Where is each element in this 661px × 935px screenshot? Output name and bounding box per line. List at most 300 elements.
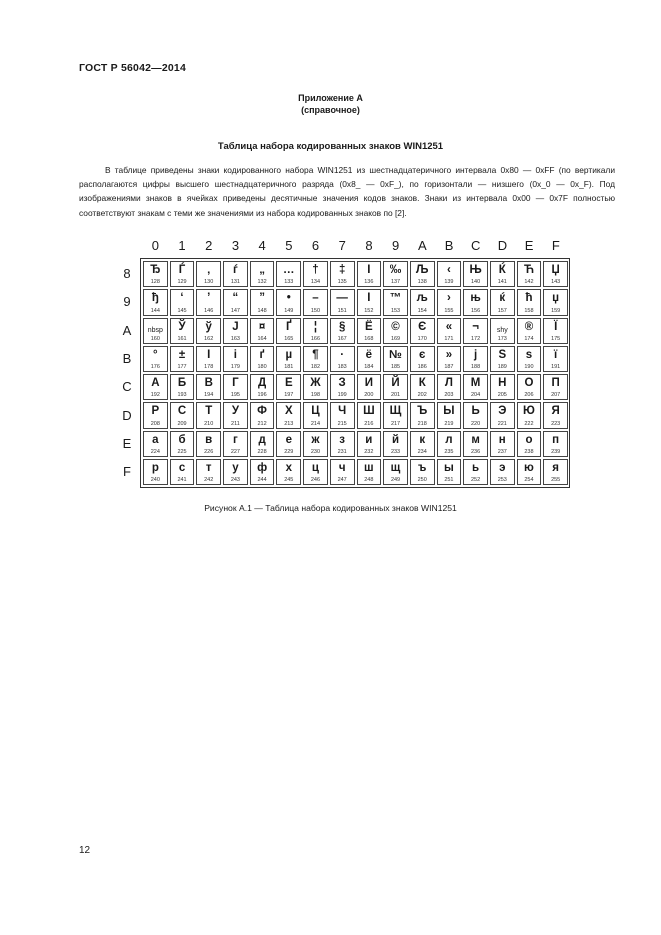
char-cell: [517, 374, 542, 400]
char-glyph: д: [258, 433, 266, 446]
char-glyph: М: [470, 377, 481, 390]
char-glyph: ©: [391, 320, 400, 333]
char-cell: [437, 431, 462, 457]
column-header-6: 6: [311, 238, 320, 253]
char-cell: [196, 402, 221, 428]
char-decimal-code: 210: [204, 420, 214, 427]
char-glyph: б: [178, 433, 186, 446]
column-header-0: 0: [151, 238, 159, 253]
char-glyph: Ы: [443, 405, 455, 418]
char-cell: [250, 318, 275, 344]
char-decimal-code: 160: [150, 335, 160, 342]
char-decimal-code: 133: [284, 279, 294, 286]
char-glyph: ±: [178, 348, 186, 361]
char-glyph: ’: [207, 292, 211, 305]
char-decimal-code: 234: [417, 449, 427, 456]
char-decimal-code: 154: [417, 307, 427, 314]
char-cell: [383, 374, 408, 400]
char-decimal-code: 155: [444, 307, 454, 314]
char-decimal-code: 173: [497, 335, 507, 342]
char-cell: [330, 431, 355, 457]
char-cell: [170, 374, 195, 400]
char-decimal-code: 193: [177, 392, 187, 399]
char-decimal-code: 192: [150, 392, 160, 399]
char-cell: [330, 318, 355, 344]
char-cell: [276, 318, 301, 344]
char-glyph: °: [153, 348, 158, 361]
char-cell: [357, 289, 382, 315]
char-decimal-code: 180: [257, 364, 267, 371]
char-cell: [223, 289, 248, 315]
char-glyph: ѓ: [233, 264, 238, 276]
char-glyph: у: [232, 462, 239, 475]
column-header-7: 7: [338, 238, 346, 253]
char-cell: [437, 318, 462, 344]
char-glyph: з: [339, 433, 346, 446]
char-glyph: г: [233, 433, 238, 446]
char-decimal-code: 206: [524, 392, 534, 399]
char-cell: [463, 402, 488, 428]
char-glyph: ‘: [180, 292, 184, 305]
char-decimal-code: 171: [444, 335, 454, 342]
char-decimal-code: 247: [337, 477, 347, 484]
char-decimal-code: 255: [551, 477, 561, 484]
char-cell: [410, 261, 435, 287]
char-decimal-code: 239: [551, 449, 561, 456]
char-cell: [463, 431, 488, 457]
char-glyph: Д: [257, 377, 267, 390]
char-glyph: Ц: [311, 405, 320, 418]
char-decimal-code: 187: [444, 364, 454, 371]
char-cell: [543, 431, 568, 457]
char-decimal-code: 229: [284, 449, 294, 456]
char-glyph: а: [152, 433, 159, 446]
char-glyph: і: [233, 348, 237, 361]
char-glyph: Ь: [471, 405, 480, 418]
char-decimal-code: 226: [204, 449, 214, 456]
char-cell: [276, 374, 301, 400]
row-header-e: E: [122, 435, 132, 451]
char-cell: [303, 402, 328, 428]
char-cell: [196, 431, 221, 457]
char-cell: [170, 346, 195, 372]
char-decimal-code: 143: [551, 279, 561, 286]
char-glyph: ш: [364, 462, 374, 475]
char-glyph: ј: [473, 348, 478, 361]
char-cell: [330, 346, 355, 372]
char-glyph: Ї: [554, 320, 558, 333]
char-glyph: Т: [205, 405, 213, 418]
char-glyph: Й: [391, 377, 400, 390]
char-cell: [250, 402, 275, 428]
char-decimal-code: 207: [551, 392, 561, 399]
char-cell: [250, 374, 275, 400]
char-decimal-code: 174: [524, 335, 534, 342]
char-glyph: Њ: [469, 264, 482, 276]
char-decimal-code: 159: [551, 307, 561, 314]
char-glyph: љ: [416, 292, 428, 305]
char-decimal-code: 179: [230, 364, 240, 371]
char-glyph: Г: [232, 377, 239, 390]
char-cell: [410, 374, 435, 400]
char-decimal-code: 191: [551, 364, 561, 371]
char-glyph: ¶: [312, 348, 319, 361]
char-glyph: џ: [552, 292, 560, 305]
char-decimal-code: 183: [337, 364, 347, 371]
char-cell: [250, 431, 275, 457]
char-glyph: ы: [443, 462, 454, 475]
char-cell: [143, 346, 168, 372]
char-glyph: ™: [389, 292, 402, 305]
char-cell: [170, 402, 195, 428]
char-glyph: »: [445, 348, 453, 361]
char-glyph: ‹: [446, 264, 451, 276]
char-decimal-code: 200: [364, 392, 374, 399]
char-glyph: Ј: [232, 320, 239, 333]
char-decimal-code: 146: [204, 307, 214, 314]
char-glyph: ї: [554, 348, 558, 361]
char-glyph: ‡: [338, 264, 346, 276]
char-decimal-code: 205: [497, 392, 507, 399]
char-cell: [330, 374, 355, 400]
char-decimal-code: 225: [177, 449, 187, 456]
char-cell: [543, 318, 568, 344]
char-glyph: І: [207, 348, 211, 361]
char-glyph: ¦: [313, 320, 318, 333]
char-decimal-code: 147: [230, 307, 240, 314]
column-header-1: 1: [178, 238, 186, 253]
char-cell: [517, 459, 542, 485]
column-header-8: 8: [365, 238, 373, 253]
char-decimal-code: 194: [204, 392, 214, 399]
row-header-b: B: [122, 350, 132, 366]
char-glyph: и: [365, 433, 373, 446]
char-glyph: ё: [365, 348, 373, 361]
char-cell: [170, 431, 195, 457]
char-cell: [357, 402, 382, 428]
char-glyph: С: [177, 405, 187, 418]
char-cell: [410, 402, 435, 428]
char-glyph: П: [551, 377, 560, 390]
char-cell: [437, 374, 462, 400]
char-glyph: Ъ: [417, 405, 428, 418]
char-glyph: ”: [259, 292, 265, 305]
char-glyph: т: [205, 462, 212, 475]
char-glyph: Є: [418, 320, 427, 333]
row-header-d: D: [122, 407, 132, 423]
column-header-9: 9: [392, 238, 400, 253]
column-header-f: F: [551, 238, 560, 253]
char-glyph: Ў: [178, 320, 186, 333]
column-header-a: A: [418, 238, 427, 253]
char-cell: [383, 459, 408, 485]
char-cell: [303, 289, 328, 315]
document-standard-header: ГОСТ Р 56042—2014: [79, 62, 187, 74]
char-decimal-code: 236: [471, 449, 481, 456]
char-glyph: Х: [284, 405, 293, 418]
char-glyph: Ћ: [523, 264, 534, 276]
char-glyph: л: [445, 433, 453, 446]
char-cell: [143, 374, 168, 400]
char-glyph: ћ: [525, 292, 533, 305]
char-glyph: э: [499, 462, 506, 475]
char-cell: [437, 459, 462, 485]
char-decimal-code: 235: [444, 449, 454, 456]
column-header-c: C: [471, 238, 481, 253]
appendix-subtitle: (справочное): [301, 105, 360, 115]
char-cell: [223, 402, 248, 428]
char-cell: [303, 431, 328, 457]
char-decimal-code: 188: [471, 364, 481, 371]
char-cell: [303, 346, 328, 372]
char-glyph: Ќ: [498, 264, 506, 276]
column-header-d: D: [497, 238, 508, 253]
char-glyph: я: [552, 462, 560, 475]
char-glyph: Ю: [523, 405, 535, 418]
char-decimal-code: 214: [310, 420, 321, 427]
char-decimal-code: 186: [417, 364, 427, 371]
char-glyph: •: [286, 292, 291, 305]
char-cell: [143, 431, 168, 457]
char-glyph: ®: [524, 320, 534, 333]
char-decimal-code: 149: [284, 307, 294, 314]
char-decimal-code: 204: [471, 392, 481, 399]
char-glyph: ф: [257, 462, 268, 475]
char-glyph: «: [445, 320, 453, 333]
char-cell: [490, 374, 515, 400]
char-glyph: №: [389, 348, 402, 361]
char-glyph: ·: [340, 348, 345, 361]
column-header-3: 3: [231, 238, 240, 253]
char-decimal-code: 241: [177, 477, 187, 484]
char-glyph: Ч: [338, 405, 347, 418]
char-cell: [170, 459, 195, 485]
char-decimal-code: 211: [231, 420, 240, 427]
char-decimal-code: 145: [177, 307, 187, 314]
char-decimal-code: 164: [257, 335, 267, 342]
char-cell: [410, 459, 435, 485]
char-cell: [463, 261, 488, 287]
char-glyph: ц: [311, 462, 319, 475]
char-decimal-code: 190: [524, 364, 534, 371]
char-cell: [517, 261, 542, 287]
char-decimal-code: 176: [150, 364, 160, 371]
char-cell: [276, 431, 301, 457]
appendix-heading: [0, 92, 661, 116]
char-decimal-code: 196: [257, 392, 267, 399]
char-cell: [170, 318, 195, 344]
char-cell: [276, 459, 301, 485]
char-decimal-code: 151: [337, 307, 347, 314]
char-cell: [410, 346, 435, 372]
char-glyph: Я: [551, 405, 560, 418]
char-cell: [490, 459, 515, 485]
char-decimal-code: 213: [284, 420, 294, 427]
char-cell: [437, 289, 462, 315]
char-cell: [383, 431, 408, 457]
char-cell: [383, 346, 408, 372]
char-decimal-code: 142: [524, 279, 534, 286]
char-decimal-code: 253: [497, 477, 507, 484]
char-cell: [543, 289, 568, 315]
char-glyph: I: [367, 292, 371, 305]
char-cell: [276, 261, 301, 287]
char-cell: [543, 261, 568, 287]
char-decimal-code: 237: [497, 449, 507, 456]
figure-caption: Рисунок А.1 — Таблица набора кодированных знаков WIN1251: [204, 503, 457, 513]
char-glyph: ‚: [207, 264, 211, 276]
char-glyph: µ: [285, 348, 293, 361]
section-title: Таблица набора кодированных знаков WIN1251: [217, 141, 444, 152]
char-cell: [250, 261, 275, 287]
char-decimal-code: 218: [417, 420, 427, 427]
char-cell: [490, 289, 515, 315]
char-glyph: ¬: [472, 320, 479, 333]
char-cell: [517, 289, 542, 315]
char-decimal-code: 130: [204, 279, 214, 286]
char-decimal-code: 182: [310, 364, 321, 371]
char-glyph: О: [524, 377, 534, 390]
char-decimal-code: 201: [390, 392, 401, 399]
page-number: 12: [79, 845, 91, 856]
char-cell: [143, 459, 168, 485]
char-glyph: н: [498, 433, 506, 446]
char-cell: [490, 402, 515, 428]
char-decimal-code: 141: [497, 279, 507, 286]
row-header-a: A: [122, 322, 132, 338]
char-cell: [490, 261, 515, 287]
char-cell: [357, 459, 382, 485]
char-decimal-code: 233: [390, 449, 401, 456]
char-cell: [517, 346, 542, 372]
char-cell: [543, 346, 568, 372]
char-cell: [223, 431, 248, 457]
char-glyph: њ: [470, 292, 481, 305]
char-decimal-code: 144: [150, 307, 160, 314]
char-decimal-code: 177: [177, 364, 187, 371]
char-decimal-code: 131: [230, 279, 240, 286]
char-glyph: ¤: [258, 320, 266, 333]
char-cell: [303, 261, 328, 287]
char-cell: [223, 346, 248, 372]
char-glyph: Ф: [257, 405, 267, 418]
char-decimal-code: 158: [524, 307, 534, 314]
char-glyph: Ґ: [285, 320, 292, 333]
char-cell: [357, 374, 382, 400]
char-cell: [303, 318, 328, 344]
char-cell: [410, 318, 435, 344]
char-decimal-code: 224: [150, 449, 160, 456]
char-glyph: п: [552, 433, 560, 446]
char-decimal-code: 250: [417, 477, 427, 484]
row-header-f: F: [123, 464, 131, 480]
row-header-8: 8: [123, 266, 131, 281]
char-decimal-code: 152: [364, 307, 374, 314]
char-glyph: ќ: [499, 292, 506, 305]
char-decimal-code: 240: [150, 477, 160, 484]
char-decimal-code: 198: [310, 392, 321, 399]
char-glyph: с: [178, 462, 186, 475]
char-cell: [143, 289, 168, 315]
char-cell: [223, 459, 248, 485]
column-header-e: E: [524, 238, 534, 253]
char-decimal-code: 136: [364, 279, 374, 286]
char-glyph: Б: [177, 377, 187, 390]
char-cell: [357, 318, 382, 344]
char-glyph: I: [367, 264, 371, 276]
char-cell: [276, 346, 301, 372]
char-decimal-code: 137: [390, 279, 401, 286]
char-decimal-code: 166: [310, 335, 321, 342]
char-decimal-code: 230: [310, 449, 321, 456]
char-decimal-code: 219: [444, 420, 454, 427]
char-decimal-code: 139: [444, 279, 454, 286]
char-glyph: З: [338, 377, 346, 390]
char-decimal-code: 216: [364, 420, 374, 427]
char-glyph: Э: [498, 405, 507, 418]
appendix-title: Приложение А: [298, 93, 363, 103]
char-decimal-code: 129: [177, 279, 187, 286]
char-cell: [490, 318, 515, 344]
char-decimal-code: 248: [364, 477, 374, 484]
char-decimal-code: 222: [524, 420, 534, 427]
char-cell: [223, 374, 248, 400]
char-decimal-code: 128: [150, 279, 160, 286]
char-decimal-code: 220: [471, 420, 481, 427]
char-glyph: Е: [284, 377, 293, 390]
code-table: [142, 260, 569, 486]
intro-paragraph: В таблице приведены знаки кодированного набора WIN1251 из шестнадцатеричного интервала 0x80 — 0xFF (по вертикали располагаются цифры высшего шестнадцатеричного разряда (0x8_ — 0xF_), по горизонтали — низшего (0x_0 — 0x_F). Под изображениями знаков в ячейках приведены десятичные значения кодов знаков. Знаки из интервала 0x00 — 0x7F полностью соответствуют знакам с теми же значениями из набора кодированных знаков по [2].: [79, 165, 615, 218]
char-glyph: є: [419, 348, 426, 361]
char-glyph: м: [471, 433, 480, 446]
char-cell: [196, 261, 221, 287]
char-glyph: Џ: [551, 264, 560, 276]
char-cell: [357, 261, 382, 287]
char-cell: [330, 459, 355, 485]
char-glyph: ђ: [151, 292, 159, 305]
char-cell: [437, 346, 462, 372]
char-cell: [303, 459, 328, 485]
column-header-4: 4: [258, 238, 266, 253]
char-cell: [383, 261, 408, 287]
char-decimal-code: 249: [390, 477, 401, 484]
char-cell: [383, 402, 408, 428]
char-glyph: Ё: [364, 320, 373, 333]
char-glyph: „: [259, 264, 265, 276]
char-glyph: ж: [311, 433, 320, 446]
char-glyph: К: [418, 377, 426, 390]
char-glyph: §: [338, 320, 346, 333]
char-cell: [196, 374, 221, 400]
char-decimal-code: 217: [390, 420, 401, 427]
char-cell: [170, 261, 195, 287]
char-decimal-code: 172: [471, 335, 481, 342]
char-cell: [330, 289, 355, 315]
char-cell: [543, 459, 568, 485]
char-cell: [543, 374, 568, 400]
char-decimal-code: 208: [150, 420, 160, 427]
char-decimal-code: 245: [284, 477, 294, 484]
char-decimal-code: 140: [471, 279, 481, 286]
char-decimal-code: 175: [551, 335, 561, 342]
char-cell: [383, 318, 408, 344]
char-cell: [170, 289, 195, 315]
char-glyph: Щ: [389, 405, 402, 418]
char-cell: [223, 261, 248, 287]
char-decimal-code: 251: [444, 477, 454, 484]
char-decimal-code: 243: [230, 477, 240, 484]
char-glyph: Ђ: [150, 264, 161, 276]
